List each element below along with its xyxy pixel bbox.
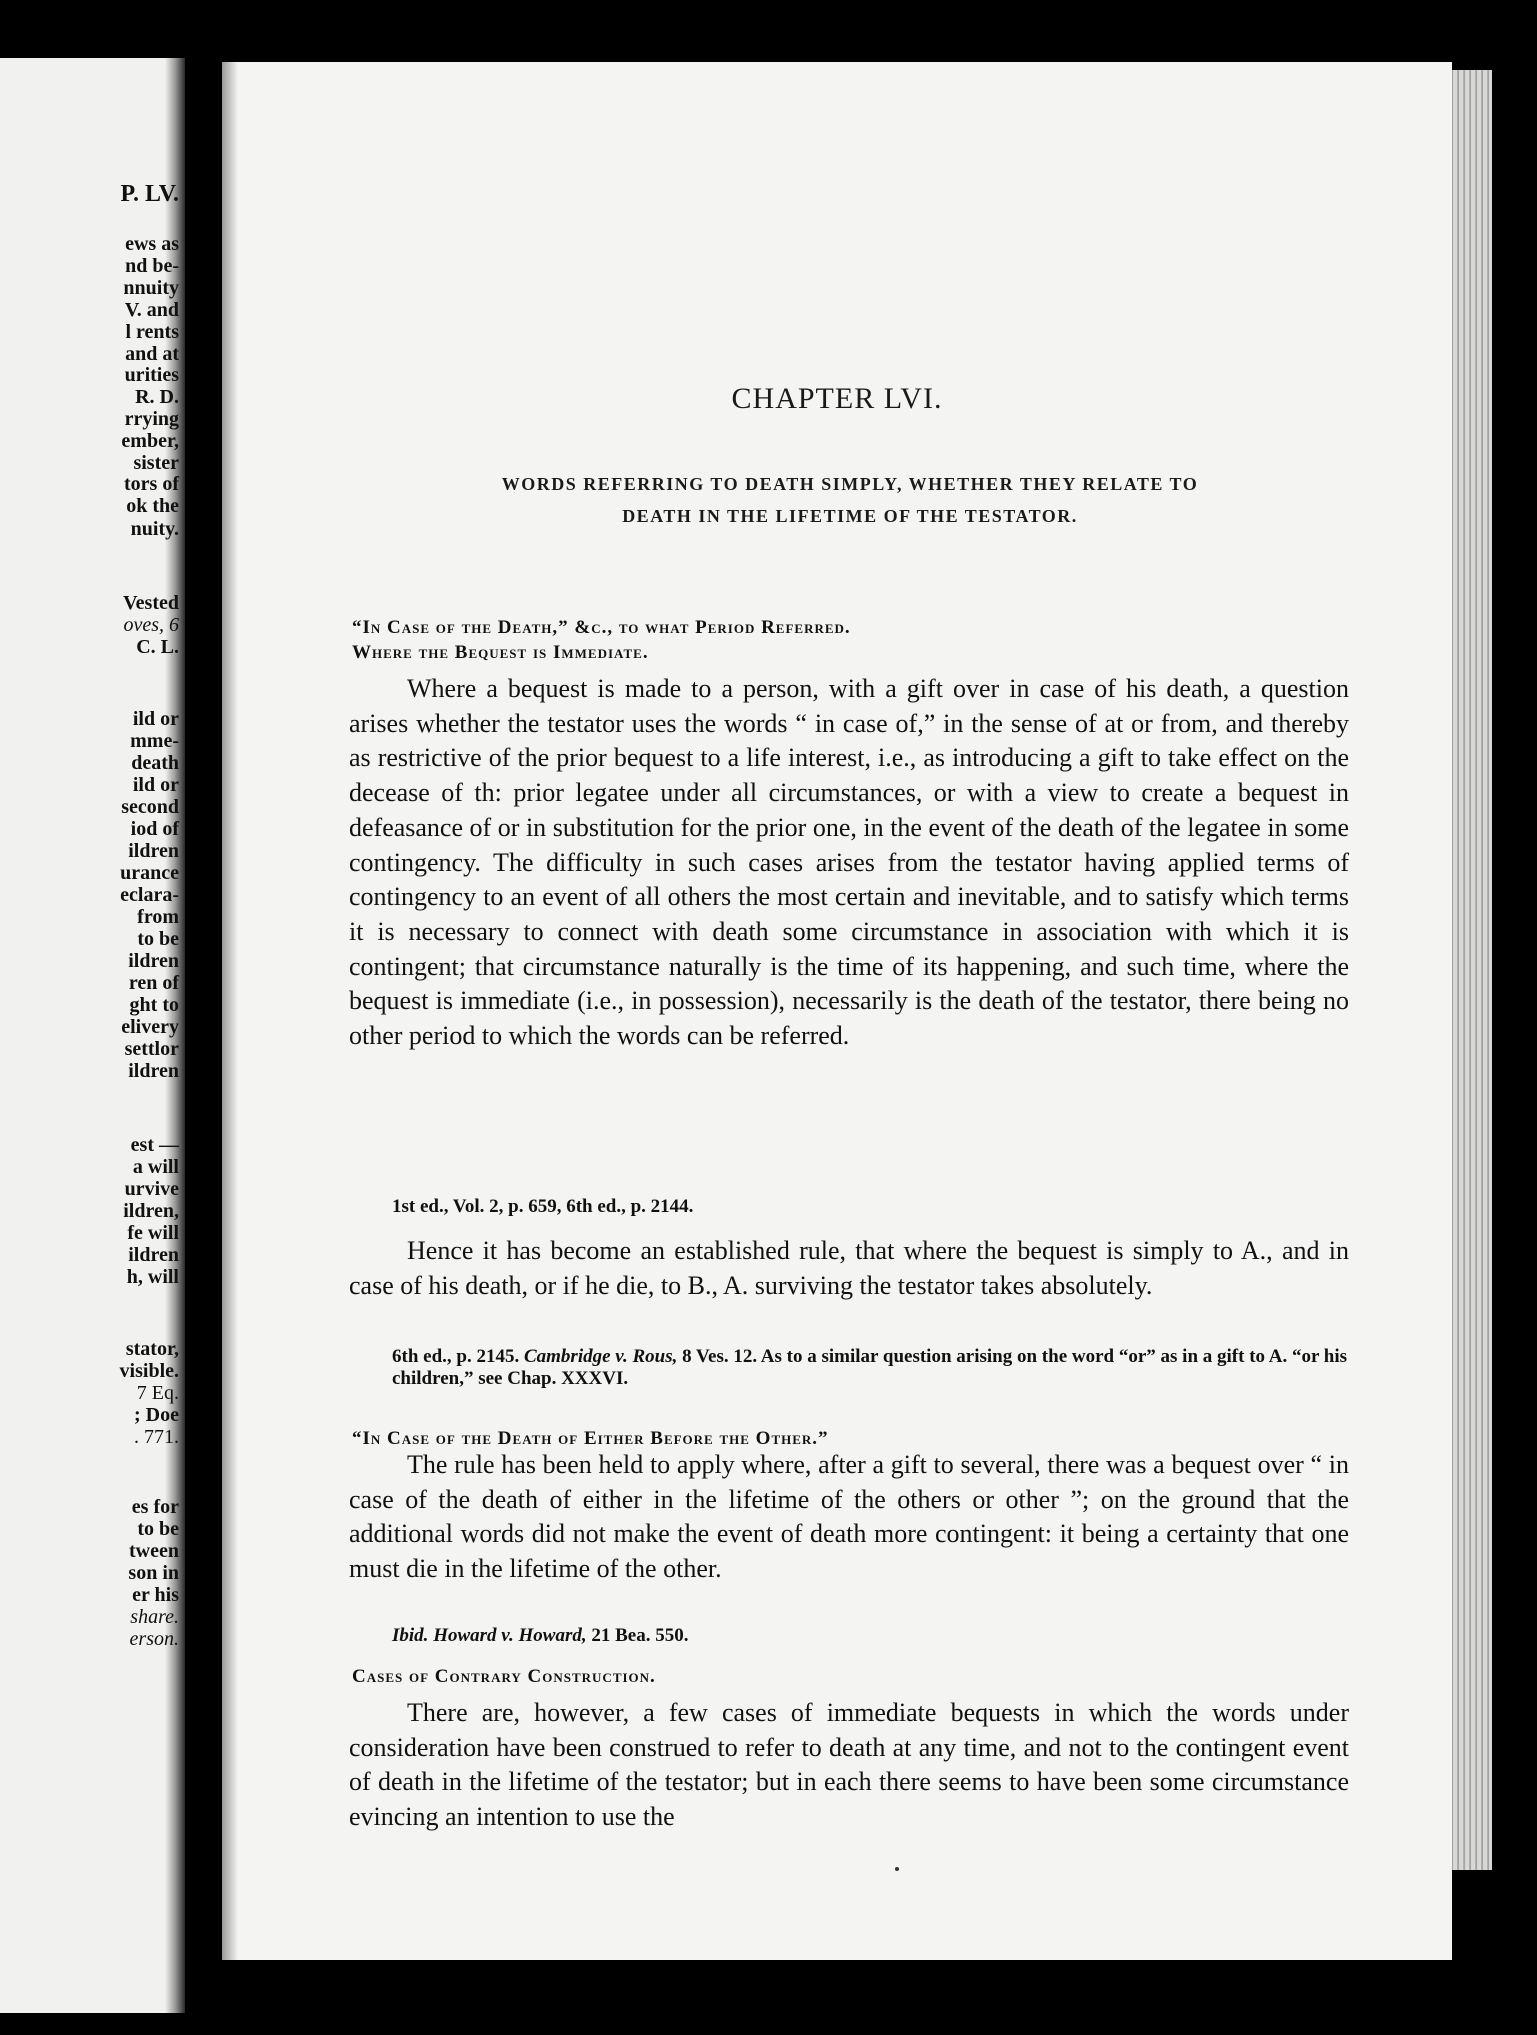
left-page-line: oves, 6 (123, 614, 179, 636)
section-title-1-line-2: Where the Bequest is Immediate. (352, 642, 649, 663)
left-page-line: tween (129, 1540, 179, 1562)
left-page-line: son in (128, 1562, 179, 1584)
left-page-line: nd be- (125, 255, 179, 277)
left-page-line: death (131, 752, 179, 774)
left-page-line: urvive (124, 1178, 179, 1200)
left-page-line: C. L. (136, 636, 179, 658)
section-title-3: Cases of Contrary Construction. (352, 1666, 656, 1687)
left-page-line: stator, (125, 1338, 179, 1360)
left-page-line: ; Doe (134, 1404, 179, 1426)
chapter-heading-line-1: WORDS REFERRING TO DEATH SIMPLY, WHETHER THEY RELATE TO (501, 474, 1199, 494)
left-page-line: 7 Eq. (136, 1382, 179, 1404)
left-page-line: erson. (129, 1628, 179, 1650)
right-page (222, 62, 1452, 1960)
left-page-line: ews as (125, 233, 179, 255)
section-title-1 (352, 615, 1352, 665)
left-page (0, 58, 185, 2013)
left-page-line: tors of (124, 473, 179, 495)
reference-3-ibid: Ibid. (392, 1625, 429, 1646)
left-page-line: to be (137, 1518, 179, 1540)
left-page-line: er his (132, 1584, 179, 1606)
left-page-line: ild or (132, 774, 179, 796)
left-page-line: ildren (128, 950, 179, 972)
left-page-line: ild or (132, 708, 179, 730)
reference-2-rest: 8 Ves. 12. As to a similar question arising on the word “or” as in a gift to A. “or his children,” see Chap. XXXVI. (392, 1346, 1348, 1389)
reference-2 (392, 1346, 1352, 1390)
reference-3-rest: 21 Bea. 550. (591, 1625, 689, 1646)
left-page-line: ok the (126, 495, 179, 517)
left-page-line: nuity. (130, 518, 179, 540)
paragraph-1: Where a bequest is made to a person, with a gift over in case of his death, a question arises whether the testator uses the words “ in case of,” in the sense of at or from, and thereby as restrictive of the prior bequest to a life interest, i.e., as introducing a gift to take effect on the decease of th: prior legatee under all circumstances, or with a view to create a bequest in defeasance of or in substitution for the prior one, in the event of the death of the legatee in some contingency. The difficulty in such cases arises from the testator having applied terms of contingency to an event of all others the most certain and inevitable, and to satisfy which terms it is necessary to connect with death some circumstance in association with which it is contingent; that circumstance naturally is the time of its happening, and such time, where the bequest is immediate (i.e., in possession), necessarily is the death of the testator, there being no other period to which the words can be referred. (349, 674, 1349, 1051)
section-title-2: “In Case of the Death of Either Before the Other.” (352, 1428, 829, 1449)
left-page-line: ildren, (123, 1200, 179, 1222)
left-page-line: from (137, 906, 179, 928)
left-page-line: urities (124, 364, 179, 386)
left-page-line: rrying (124, 408, 179, 430)
left-page-line: nnuity (123, 277, 179, 299)
left-page-line: . 771. (134, 1426, 179, 1448)
chapter-title: CHAPTER LVI. (731, 382, 943, 415)
paragraph-3: The rule has been held to apply where, after a gift to several, there was a bequest over “ in case of the death of either in the lifetime of the others or other ”; on the ground that the additional words did not make the event of death more contingent: it being a certainty that one must die in the lifetime of the other. (349, 1450, 1349, 1584)
left-page-line: mme- (130, 730, 179, 752)
reference-3 (392, 1625, 1352, 1647)
paragraph-4: There are, however, a few cases of immediate bequests in which the words under consideration have been construed to refer to death at any time, and not to the contingent event of death in the lifetime of the testator; but in each there seems to have been some circumstance evincing an intention to use the (349, 1698, 1349, 1832)
left-page-line: es for (131, 1496, 179, 1518)
left-page-line: l rents (125, 321, 179, 343)
left-page-line: share. (130, 1606, 179, 1628)
left-page-line: ildren (128, 840, 179, 862)
left-page-line: ght to (129, 994, 179, 1016)
left-page-line: second (121, 796, 179, 818)
left-page-line: eclara- (120, 884, 179, 906)
right-page-shadow (222, 62, 238, 1960)
left-page-line: to be (137, 928, 179, 950)
left-page-line: h, will (126, 1266, 179, 1288)
paragraph-2: Hence it has become an established rule, that where the bequest is simply to A., and in case of his death, or if he die, to B., A. surviving the testator takes absolutely. (349, 1236, 1349, 1300)
left-page-line: sister (133, 452, 179, 474)
left-page-line: ren of (128, 972, 179, 994)
section-title-1-line-1: “In Case of the Death,” &c., to what Period Referred. (352, 617, 851, 638)
left-page-line: fe will (127, 1222, 179, 1244)
page-mark (895, 1867, 899, 1871)
left-page-line: iod of (130, 818, 179, 840)
left-page-line: R. D. (135, 386, 179, 408)
left-page-line: and at (125, 343, 179, 365)
left-page-line: elivery (121, 1016, 179, 1038)
left-page-line: visible. (119, 1360, 179, 1382)
left-page-line: ildren (128, 1060, 179, 1082)
left-page-line: est — (130, 1134, 179, 1156)
reference-2-edition: 6th ed., p. 2145. (392, 1346, 520, 1367)
reference-2-case: Cambridge v. Rous, (523, 1346, 678, 1367)
left-page-line: ildren (128, 1244, 179, 1266)
reference-3-case: Howard v. Howard, (433, 1625, 587, 1646)
chapter-heading-line-2: DEATH IN THE LIFETIME OF THE TESTATOR. (622, 506, 1078, 526)
reference-1: 1st ed., Vol. 2, p. 659, 6th ed., p. 2144. (392, 1196, 694, 1217)
left-page-line: P. LV. (120, 181, 179, 207)
left-page-line: Vested (123, 592, 179, 614)
left-page-line: V. and (124, 299, 179, 321)
left-page-line: ember, (121, 430, 179, 452)
left-page-line: a will (132, 1156, 179, 1178)
chapter-heading (350, 468, 1350, 532)
left-page-line: settlor (124, 1038, 179, 1060)
left-page-line: urance (120, 862, 179, 884)
